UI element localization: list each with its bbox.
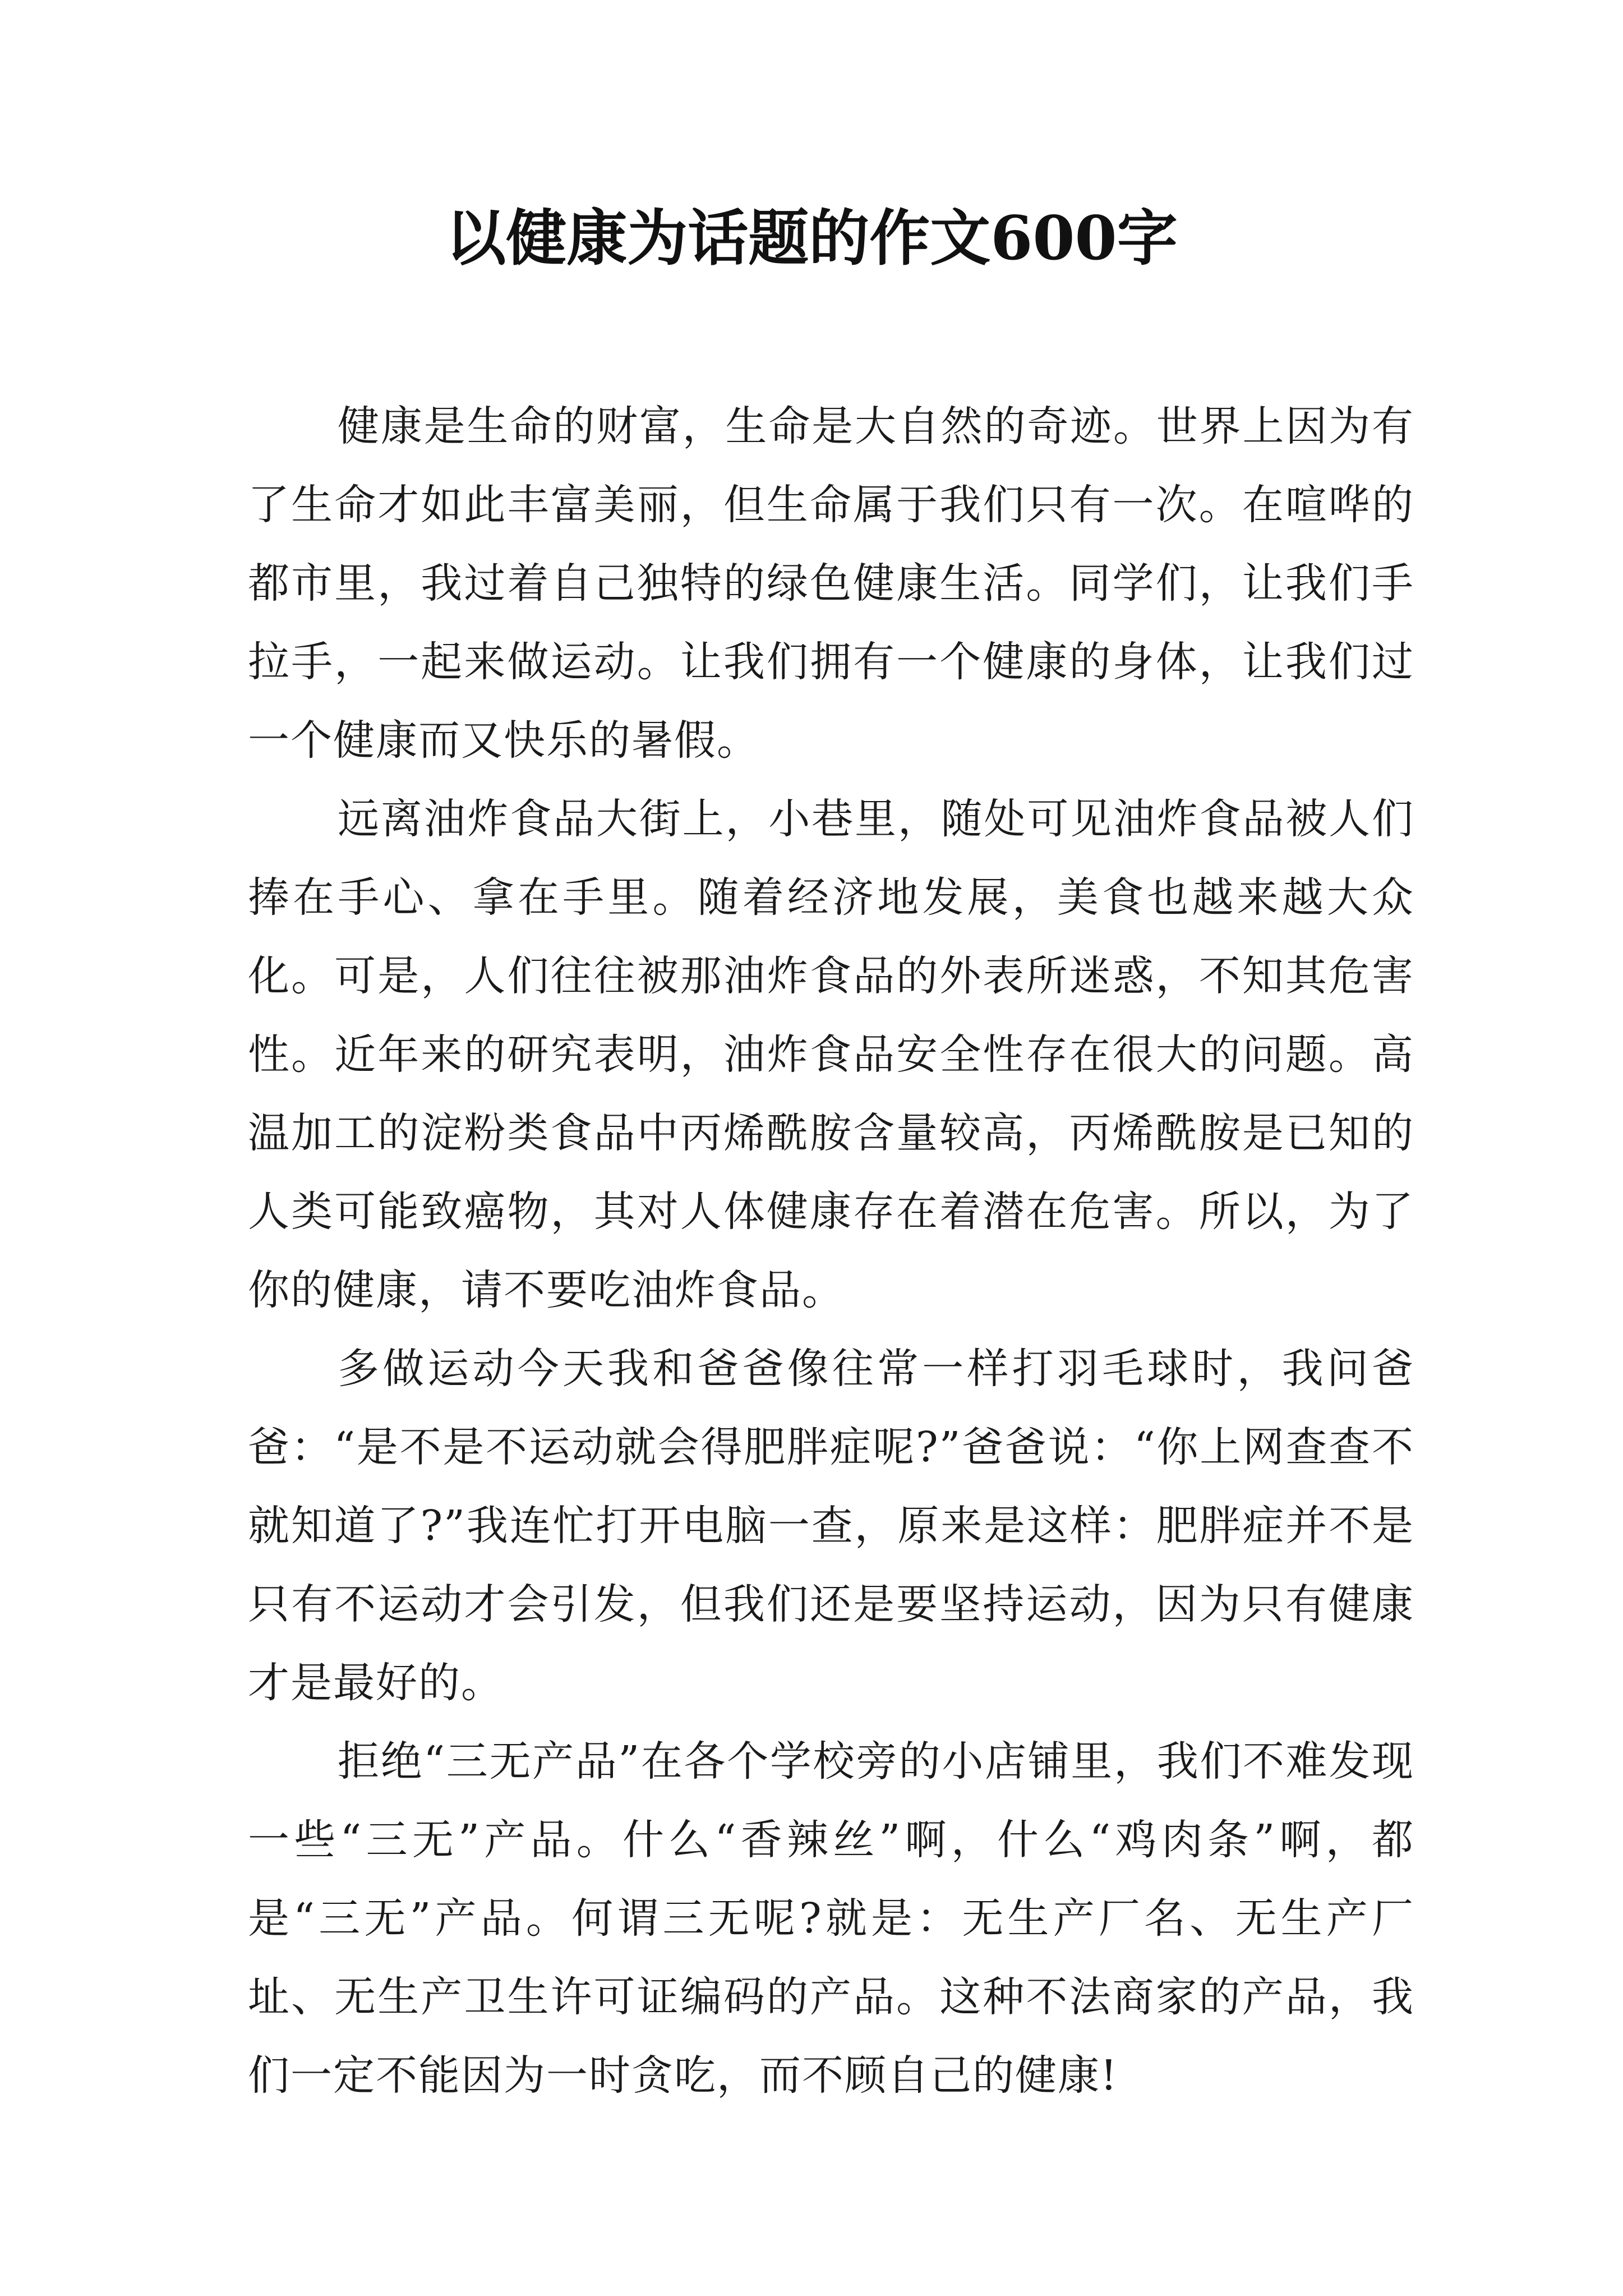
document-title: 以健康为话题的作文600字 [445, 203, 1178, 274]
paragraph-health-intro: 健康是生命的财富，生命是大自然的奇迹。世界上因为有了生命才如此丰富美丽，但生命属于我们只有一次。在喧哗的都市里，我过着自己独特的绿色健康生活。同学们，让我们手拉手，一起来做运动。让我们拥有一个健康的身体，让我们过一个健康而又快乐的暑假。 [248, 402, 1414, 765]
document-body [248, 387, 1414, 2115]
paragraph-exercise: 多做运动今天我和爸爸像往常一样打羽毛球时，我问爸爸：“是不是不运动就会得肥胖症呢?”爸爸说：“你上网查查不就知道了?”我连忙打开电脑一查，原来是这样：肥胖症并不是只有不运动才会引发，但我们还是要坚持运动，因为只有健康才是最好的。 [248, 1345, 1414, 1707]
paragraph-fried-food: 远离油炸食品大街上，小巷里，随处可见油炸食品被人们捧在手心、拿在手里。随着经济地发展，美食也越来越大众化。可是，人们往往被那油炸食品的外表所迷惑，不知其危害性。近年来的研究表明，油炸食品安全性存在很大的问题。高温加工的淀粉类食品中丙烯酰胺含量较高，丙烯酰胺是已知的人类可能致癌物，其对人体健康存在着潜在危害。所以，为了你的健康，请不要吃油炸食品。 [248, 795, 1414, 1314]
paragraph-three-no-products: 拒绝“三无产品”在各个学校旁的小店铺里，我们不难发现一些“三无”产品。什么“香辣丝”啊，什么“鸡肉条”啊，都是“三无”产品。何谓三无呢?就是：无生产厂名、无生产厂址、无生产卫生许可证编码的产品。这种不法商家的产品，我们一定不能因为一时贪吃，而不顾自己的健康! [248, 1737, 1414, 2100]
